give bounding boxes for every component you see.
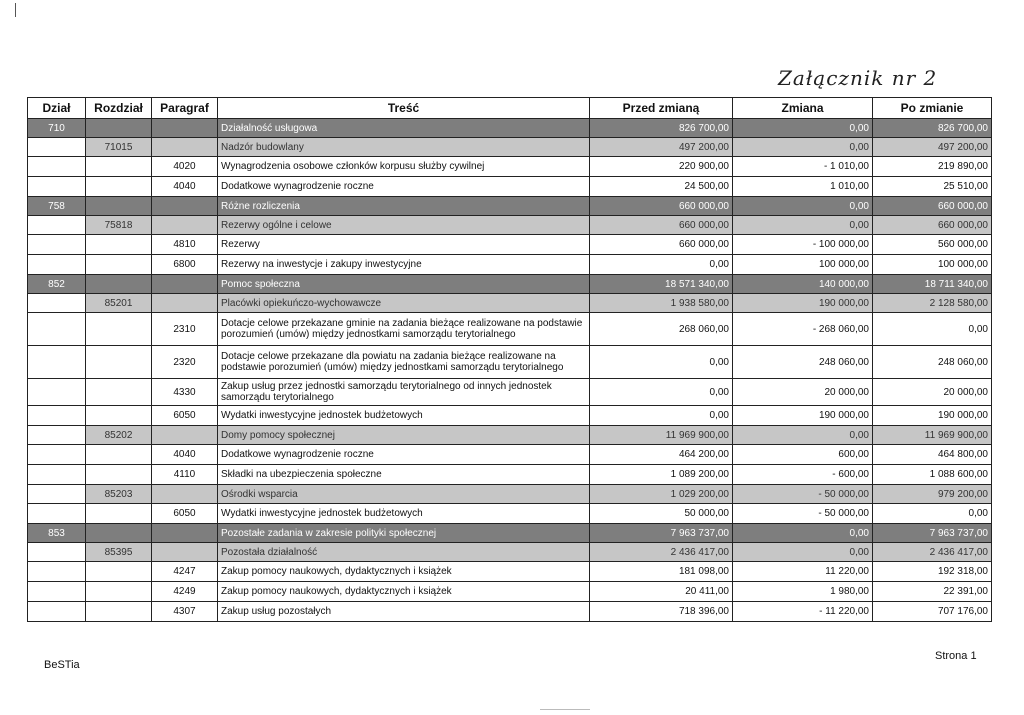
cell-paragraf	[152, 543, 218, 562]
cell-zmiana: 0,00	[733, 138, 873, 157]
table-row	[28, 504, 992, 524]
cell-dzial	[28, 157, 86, 177]
table-row	[28, 562, 992, 582]
header-po-zmianie: Po zmianie	[873, 98, 992, 119]
cell-po-zmianie: 560 000,00	[873, 235, 992, 255]
header-przed-zmiana: Przed zmianą	[590, 98, 733, 119]
cell-tresc: Zakup usług przez jednostki samorządu terytorialnego od innych jednostek samorządu terytorialnego	[218, 379, 590, 406]
table-row	[28, 582, 992, 602]
footer-software-label: BeSTia	[44, 659, 80, 671]
cell-rozdzial	[86, 119, 152, 138]
cell-rozdzial	[86, 406, 152, 426]
scan-artifact	[540, 709, 590, 710]
cell-tresc: Wydatki inwestycyjne jednostek budżetowych	[218, 406, 590, 426]
section-row	[28, 119, 992, 138]
cell-zmiana: 0,00	[733, 524, 873, 543]
cell-po-zmianie: 0,00	[873, 504, 992, 524]
cell-paragraf	[152, 294, 218, 313]
cell-paragraf: 4020	[152, 157, 218, 177]
subsection-row	[28, 138, 992, 157]
cell-dzial	[28, 313, 86, 346]
cell-przed-zmiana: 660 000,00	[590, 216, 733, 235]
cell-dzial: 852	[28, 275, 86, 294]
subsection-row	[28, 485, 992, 504]
cell-przed-zmiana: 826 700,00	[590, 119, 733, 138]
cell-po-zmianie: 497 200,00	[873, 138, 992, 157]
cell-zmiana: 190 000,00	[733, 406, 873, 426]
subsection-row	[28, 216, 992, 235]
cell-przed-zmiana: 268 060,00	[590, 313, 733, 346]
table-row	[28, 346, 992, 379]
cell-dzial	[28, 406, 86, 426]
cell-paragraf: 4040	[152, 177, 218, 197]
section-row	[28, 275, 992, 294]
cell-rozdzial	[86, 562, 152, 582]
cell-zmiana: 0,00	[733, 197, 873, 216]
cell-dzial	[28, 138, 86, 157]
cell-rozdzial: 85395	[86, 543, 152, 562]
cell-rozdzial	[86, 235, 152, 255]
cell-zmiana: - 1 010,00	[733, 157, 873, 177]
cell-dzial	[28, 562, 86, 582]
cell-dzial	[28, 485, 86, 504]
cell-dzial	[28, 216, 86, 235]
cell-po-zmianie: 660 000,00	[873, 197, 992, 216]
header-zmiana: Zmiana	[733, 98, 873, 119]
cell-dzial	[28, 255, 86, 275]
header-rozdzial: Rozdział	[86, 98, 152, 119]
cell-przed-zmiana: 0,00	[590, 346, 733, 379]
cell-po-zmianie: 25 510,00	[873, 177, 992, 197]
cell-po-zmianie: 660 000,00	[873, 216, 992, 235]
budget-changes-table	[27, 97, 992, 622]
footer-page-number: Strona 1	[935, 650, 977, 662]
cell-dzial	[28, 504, 86, 524]
subsection-row	[28, 426, 992, 445]
cell-tresc: Wydatki inwestycyjne jednostek budżetowych	[218, 504, 590, 524]
cell-po-zmianie: 826 700,00	[873, 119, 992, 138]
cell-paragraf: 4249	[152, 582, 218, 602]
cell-zmiana: 248 060,00	[733, 346, 873, 379]
table-row	[28, 602, 992, 622]
cell-paragraf: 4330	[152, 379, 218, 406]
cell-paragraf: 6800	[152, 255, 218, 275]
cell-paragraf	[152, 119, 218, 138]
cell-przed-zmiana: 181 098,00	[590, 562, 733, 582]
cell-przed-zmiana: 50 000,00	[590, 504, 733, 524]
cell-rozdzial	[86, 157, 152, 177]
cell-paragraf: 2310	[152, 313, 218, 346]
cell-tresc: Dotacje celowe przekazane gminie na zadania bieżące realizowane na podstawie porozumień (umów) między jednostkami samorządu terytorialnego	[218, 313, 590, 346]
cell-przed-zmiana: 11 969 900,00	[590, 426, 733, 445]
table-row	[28, 313, 992, 346]
cell-tresc: Dodatkowe wynagrodzenie roczne	[218, 445, 590, 465]
cell-tresc: Ośrodki wsparcia	[218, 485, 590, 504]
subsection-row	[28, 543, 992, 562]
cell-przed-zmiana: 718 396,00	[590, 602, 733, 622]
cell-tresc: Składki na ubezpieczenia społeczne	[218, 465, 590, 485]
cell-zmiana: 0,00	[733, 119, 873, 138]
cell-rozdzial	[86, 504, 152, 524]
cell-po-zmianie: 248 060,00	[873, 346, 992, 379]
cell-paragraf: 4040	[152, 445, 218, 465]
cell-rozdzial	[86, 445, 152, 465]
cell-przed-zmiana: 0,00	[590, 379, 733, 406]
cell-przed-zmiana: 660 000,00	[590, 235, 733, 255]
cell-paragraf	[152, 275, 218, 294]
cell-przed-zmiana: 660 000,00	[590, 197, 733, 216]
cell-rozdzial: 85201	[86, 294, 152, 313]
cell-po-zmianie: 22 391,00	[873, 582, 992, 602]
cell-po-zmianie: 2 128 580,00	[873, 294, 992, 313]
cell-przed-zmiana: 7 963 737,00	[590, 524, 733, 543]
cell-paragraf	[152, 138, 218, 157]
cell-rozdzial: 75818	[86, 216, 152, 235]
cell-zmiana: 0,00	[733, 426, 873, 445]
table-row	[28, 465, 992, 485]
cell-rozdzial	[86, 524, 152, 543]
cell-tresc: Placówki opiekuńczo-wychowawcze	[218, 294, 590, 313]
cell-po-zmianie: 2 436 417,00	[873, 543, 992, 562]
table-row	[28, 445, 992, 465]
cell-paragraf	[152, 216, 218, 235]
cell-zmiana: - 50 000,00	[733, 485, 873, 504]
cell-przed-zmiana: 2 436 417,00	[590, 543, 733, 562]
cell-rozdzial	[86, 255, 152, 275]
cell-po-zmianie: 100 000,00	[873, 255, 992, 275]
cell-rozdzial	[86, 313, 152, 346]
table-row	[28, 379, 992, 406]
cell-po-zmianie: 219 890,00	[873, 157, 992, 177]
cell-zmiana: 11 220,00	[733, 562, 873, 582]
cell-przed-zmiana: 0,00	[590, 255, 733, 275]
cell-zmiana: 1 010,00	[733, 177, 873, 197]
cell-tresc: Rezerwy na inwestycje i zakupy inwestycyjne	[218, 255, 590, 275]
cell-rozdzial: 71015	[86, 138, 152, 157]
cell-rozdzial	[86, 602, 152, 622]
cell-tresc: Rezerwy ogólne i celowe	[218, 216, 590, 235]
cell-tresc: Zakup pomocy naukowych, dydaktycznych i książek	[218, 582, 590, 602]
margin-mark	[15, 3, 16, 17]
cell-tresc: Zakup usług pozostałych	[218, 602, 590, 622]
cell-dzial	[28, 379, 86, 406]
cell-rozdzial: 85203	[86, 485, 152, 504]
cell-tresc: Dotacje celowe przekazane dla powiatu na zadania bieżące realizowane na podstawie porozumień (umów) między jednostkami samorządu terytorialnego	[218, 346, 590, 379]
cell-rozdzial	[86, 379, 152, 406]
cell-przed-zmiana: 18 571 340,00	[590, 275, 733, 294]
cell-tresc: Działalność usługowa	[218, 119, 590, 138]
cell-zmiana: 0,00	[733, 216, 873, 235]
table-row	[28, 235, 992, 255]
cell-tresc: Rezerwy	[218, 235, 590, 255]
cell-przed-zmiana: 1 938 580,00	[590, 294, 733, 313]
cell-dzial	[28, 445, 86, 465]
cell-tresc: Różne rozliczenia	[218, 197, 590, 216]
cell-dzial: 853	[28, 524, 86, 543]
cell-dzial: 758	[28, 197, 86, 216]
cell-zmiana: - 600,00	[733, 465, 873, 485]
cell-po-zmianie: 0,00	[873, 313, 992, 346]
cell-tresc: Zakup pomocy naukowych, dydaktycznych i książek	[218, 562, 590, 582]
cell-dzial	[28, 177, 86, 197]
cell-zmiana: 140 000,00	[733, 275, 873, 294]
cell-zmiana: 0,00	[733, 543, 873, 562]
cell-paragraf: 6050	[152, 504, 218, 524]
cell-zmiana: 20 000,00	[733, 379, 873, 406]
cell-rozdzial	[86, 197, 152, 216]
cell-dzial	[28, 346, 86, 379]
cell-tresc: Nadzór budowlany	[218, 138, 590, 157]
cell-paragraf: 4810	[152, 235, 218, 255]
section-row	[28, 524, 992, 543]
cell-rozdzial	[86, 465, 152, 485]
cell-przed-zmiana: 0,00	[590, 406, 733, 426]
cell-dzial: 710	[28, 119, 86, 138]
cell-rozdzial	[86, 177, 152, 197]
header-dzial: Dział	[28, 98, 86, 119]
table-header-row	[28, 98, 992, 119]
cell-zmiana: - 100 000,00	[733, 235, 873, 255]
cell-paragraf	[152, 197, 218, 216]
cell-tresc: Pomoc społeczna	[218, 275, 590, 294]
cell-tresc: Domy pomocy społecznej	[218, 426, 590, 445]
cell-dzial	[28, 543, 86, 562]
cell-po-zmianie: 11 969 900,00	[873, 426, 992, 445]
cell-paragraf: 4247	[152, 562, 218, 582]
cell-paragraf: 2320	[152, 346, 218, 379]
cell-przed-zmiana: 1 029 200,00	[590, 485, 733, 504]
cell-zmiana: 1 980,00	[733, 582, 873, 602]
section-row	[28, 197, 992, 216]
cell-po-zmianie: 979 200,00	[873, 485, 992, 504]
annex-handwritten-label: Załącznik nr 2	[778, 66, 938, 90]
cell-paragraf: 4307	[152, 602, 218, 622]
subsection-row	[28, 294, 992, 313]
cell-dzial	[28, 465, 86, 485]
cell-paragraf: 4110	[152, 465, 218, 485]
cell-paragraf	[152, 485, 218, 504]
cell-tresc: Pozostałe zadania w zakresie polityki społecznej	[218, 524, 590, 543]
cell-przed-zmiana: 24 500,00	[590, 177, 733, 197]
table-body	[28, 119, 992, 622]
cell-paragraf	[152, 426, 218, 445]
cell-dzial	[28, 426, 86, 445]
cell-przed-zmiana: 1 089 200,00	[590, 465, 733, 485]
cell-po-zmianie: 707 176,00	[873, 602, 992, 622]
cell-rozdzial	[86, 275, 152, 294]
cell-dzial	[28, 602, 86, 622]
cell-zmiana: - 11 220,00	[733, 602, 873, 622]
cell-rozdzial	[86, 582, 152, 602]
table-row	[28, 177, 992, 197]
cell-dzial	[28, 294, 86, 313]
cell-przed-zmiana: 220 900,00	[590, 157, 733, 177]
cell-tresc: Wynagrodzenia osobowe członków korpusu służby cywilnej	[218, 157, 590, 177]
cell-dzial	[28, 582, 86, 602]
cell-po-zmianie: 190 000,00	[873, 406, 992, 426]
cell-po-zmianie: 7 963 737,00	[873, 524, 992, 543]
cell-zmiana: 600,00	[733, 445, 873, 465]
cell-paragraf	[152, 524, 218, 543]
cell-zmiana: - 50 000,00	[733, 504, 873, 524]
header-tresc: Treść	[218, 98, 590, 119]
cell-zmiana: 190 000,00	[733, 294, 873, 313]
cell-zmiana: 100 000,00	[733, 255, 873, 275]
cell-przed-zmiana: 464 200,00	[590, 445, 733, 465]
cell-przed-zmiana: 497 200,00	[590, 138, 733, 157]
cell-po-zmianie: 1 088 600,00	[873, 465, 992, 485]
cell-po-zmianie: 464 800,00	[873, 445, 992, 465]
cell-po-zmianie: 20 000,00	[873, 379, 992, 406]
table-row	[28, 157, 992, 177]
table-row	[28, 255, 992, 275]
header-paragraf: Paragraf	[152, 98, 218, 119]
table-row	[28, 406, 992, 426]
cell-dzial	[28, 235, 86, 255]
cell-tresc: Dodatkowe wynagrodzenie roczne	[218, 177, 590, 197]
cell-po-zmianie: 192 318,00	[873, 562, 992, 582]
cell-paragraf: 6050	[152, 406, 218, 426]
cell-rozdzial: 85202	[86, 426, 152, 445]
cell-przed-zmiana: 20 411,00	[590, 582, 733, 602]
cell-tresc: Pozostała działalność	[218, 543, 590, 562]
cell-po-zmianie: 18 711 340,00	[873, 275, 992, 294]
cell-zmiana: - 268 060,00	[733, 313, 873, 346]
cell-rozdzial	[86, 346, 152, 379]
